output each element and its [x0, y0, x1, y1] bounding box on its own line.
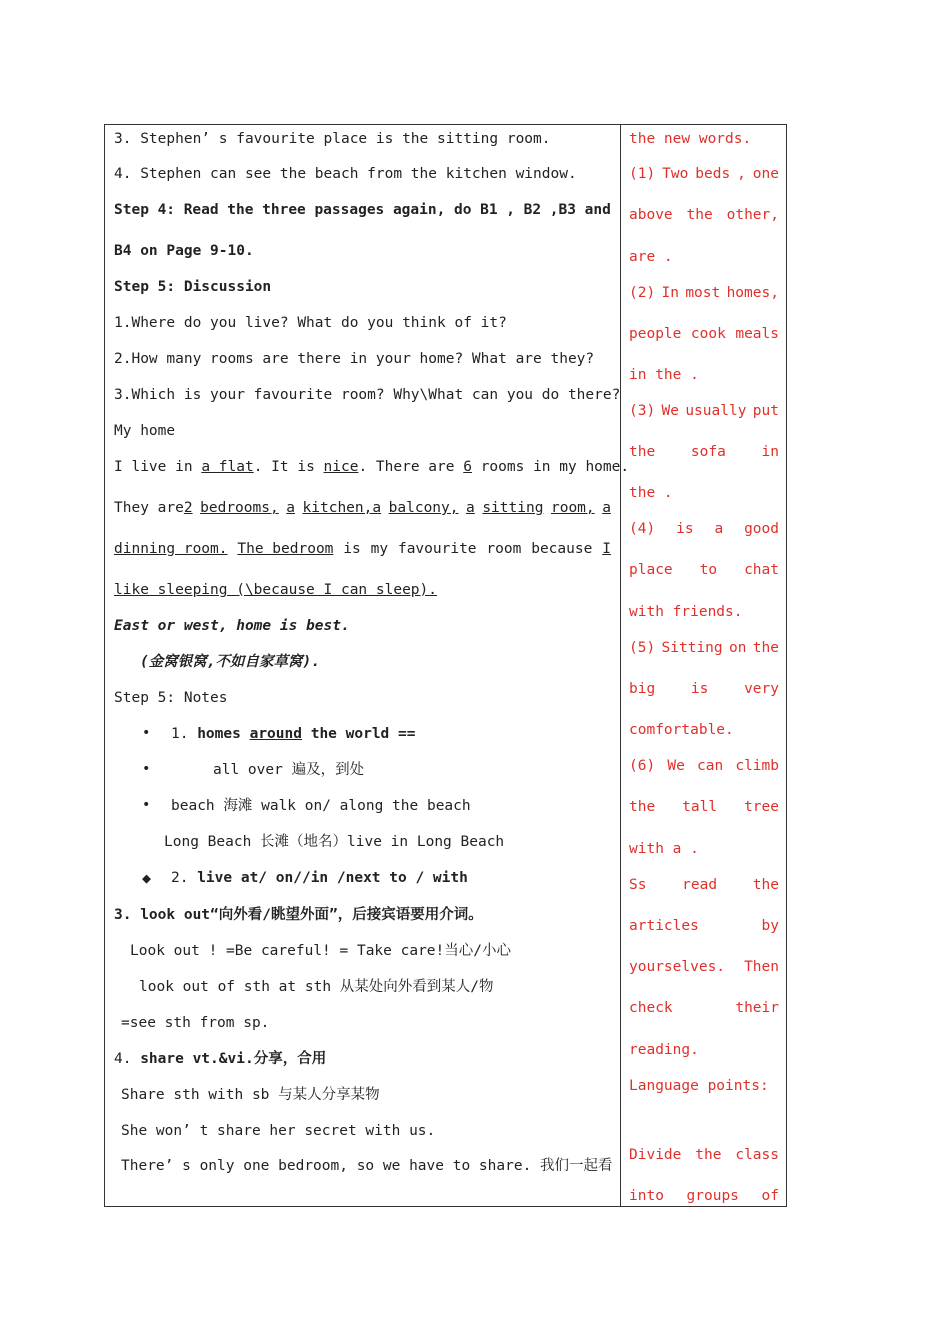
side-line: (3) We usually put — [629, 403, 779, 419]
side-line: above the other, — [629, 207, 779, 223]
text-line: B4 on Page 9-10. — [114, 243, 254, 259]
notes-heading: Step 5: Notes — [114, 690, 228, 706]
side-line: the new words. — [629, 131, 752, 147]
note-line: =see sth from sp. — [121, 1015, 270, 1031]
side-line: place to chat — [629, 562, 779, 578]
side-line: big is very — [629, 681, 779, 697]
note-line: beach 海滩 walk on/ along the beach — [171, 798, 471, 814]
main-column — [105, 125, 630, 1206]
language-points-heading: Language points: — [629, 1078, 769, 1094]
side-line: articles by — [629, 918, 779, 934]
question-2: 2.How many rooms are there in your home? What are they? — [114, 351, 595, 367]
bullet-dot-icon: • — [142, 725, 151, 741]
question-1: 1.Where do you live? What do you think of it? — [114, 315, 507, 331]
note-line: Look out ! =Be careful! = Take care!当心/小心 — [130, 943, 511, 959]
side-line: (6) We can climb — [629, 758, 779, 774]
side-line: (2) In most homes, — [629, 285, 779, 301]
note-line: 3. look out“向外看/眺望外面”，后接宾语要用介词。 — [114, 907, 483, 923]
paragraph-line: like sleeping (\because I can sleep). — [114, 582, 438, 598]
paragraph-line: dinning room. The bedroom is my favourite room because I — [114, 541, 611, 557]
side-line: in the . — [629, 367, 699, 383]
proverb-chinese: (金窝银窝,不如自家草窝). — [140, 654, 320, 670]
side-line: (1) Two beds , one — [629, 166, 779, 182]
bullet-dot-icon: • — [142, 797, 151, 813]
myhome-title: My home — [114, 423, 176, 439]
side-line: (4) is a good — [629, 521, 779, 537]
note-line: There’ s only one bedroom, so we have to share. 我们一起看 — [121, 1158, 613, 1174]
paragraph-line: They are 2 bedrooms, a kitchen,a balcony, a sitting room, a — [114, 500, 611, 516]
side-line: with a . — [629, 841, 699, 857]
note-line: Share sth with sb 与某人分享某物 — [121, 1087, 380, 1103]
side-line: reading. — [629, 1042, 699, 1058]
side-line: (5) Sitting on the — [629, 640, 779, 656]
note-line: 2. live at/ on//in /next to / with — [171, 870, 468, 886]
side-line: comfortable. — [629, 722, 734, 738]
bullet-diamond-icon: ◆ — [142, 869, 152, 887]
side-line: Divide the class — [629, 1147, 779, 1163]
note-line: look out of sth at sth 从某处向外看到某人/物 — [139, 979, 494, 995]
proverb: East or west, home is best. — [114, 618, 350, 634]
side-line: Ss read the — [629, 877, 779, 893]
bullet-dot-icon: • — [142, 761, 151, 777]
step5-heading: Step 5: Discussion — [114, 279, 272, 295]
side-column — [621, 125, 787, 1206]
side-line: with friends. — [629, 604, 743, 620]
note-line: Long Beach 长滩（地名）live in Long Beach — [164, 834, 505, 850]
step4-line: Step 4: Read the three passages again, do B1 , B2 ,B3 and — [114, 202, 611, 218]
side-line: check their — [629, 1000, 779, 1016]
note-line: 4. share vt.&vi.分享，合用 — [114, 1051, 327, 1067]
question-3: 3.Which is your favourite room? Why\What can you do there? — [114, 387, 621, 403]
side-line: into groups of — [629, 1188, 779, 1204]
note-line: all over 遍及，到处 — [213, 762, 365, 778]
paragraph-line: I live in a flat. It is nice. There are 6 rooms in my home. — [114, 459, 630, 475]
side-line: people cook meals — [629, 326, 779, 342]
note-line: 1. homes around the world == — [171, 726, 416, 742]
side-line: the . — [629, 485, 673, 501]
note-line: She won’ t share her secret with us. — [121, 1123, 436, 1139]
side-line: are . — [629, 249, 673, 265]
text-line: 4. Stephen can see the beach from the kitchen window. — [114, 166, 577, 182]
text-line: 3. Stephen’ s favourite place is the sitting room. — [114, 131, 551, 147]
side-line: the sofa in — [629, 444, 779, 460]
side-line: the tall tree — [629, 799, 779, 815]
lesson-table — [104, 124, 787, 1207]
side-line: yourselves. Then — [629, 959, 779, 975]
